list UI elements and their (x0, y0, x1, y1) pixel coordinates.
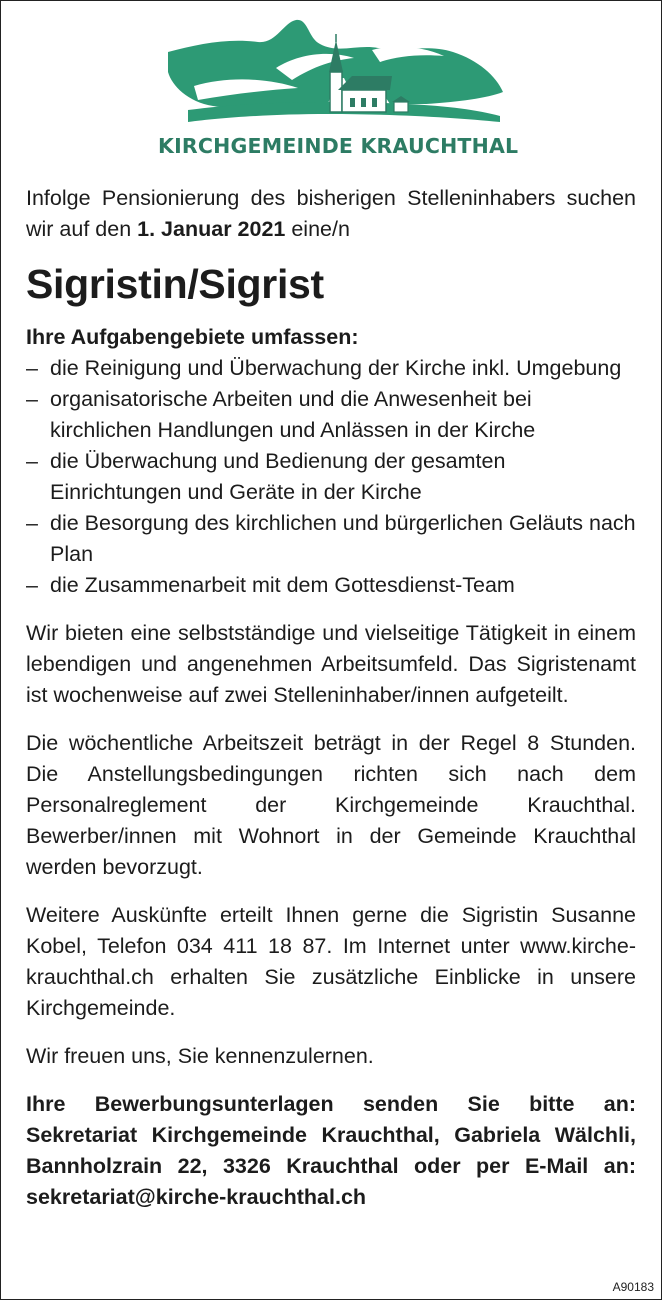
task-item: – organisatorische Arbeiten und die Anwesenheit bei kirchlichen Handlungen und Anlässen in der Kirche (26, 387, 536, 442)
intro-paragraph (26, 183, 636, 245)
job-title: Sigristin/Sigrist (26, 261, 324, 307)
intro-suffix: eine/n (285, 217, 350, 241)
ad-content (26, 183, 636, 1213)
logo-text: KIRCHGEMEINDE KRAUCHTHAL (158, 134, 519, 158)
tasks-list (26, 353, 636, 601)
info-paragraph: Weitere Auskünfte erteilt Ihnen gerne die Sigristin Susanne Kobel, Telefon 034 411 18 87. Im Internet unter www.kirche-krauchthal.ch erhalten Sie zusätzliche Einblicke in unsere Kirchgemeinde. (26, 903, 636, 1020)
intro-text: Infolge Pensionierung des bisherigen Stelleninhabers suchen wir auf den (26, 186, 636, 241)
church-landscape-icon (158, 14, 508, 132)
start-date: 1. Januar 2021 (137, 217, 286, 241)
closing-paragraph: Wir freuen uns, Sie kennenzulernen. (26, 1044, 374, 1068)
task-item: – die Reinigung und Überwachung der Kirche inkl. Umgebung (26, 356, 622, 380)
application-paragraph: Ihre Bewerbungsunterlagen senden Sie bitte an: Sekretariat Kirchgemeinde Krauchthal, Gabriela Wälchli, Bannholzrain 22, 3326 Krauchthal oder per E-Mail an: sekretariat@kirche-krauchthal.ch (26, 1092, 636, 1209)
conditions-paragraph: Die wöchentliche Arbeitszeit beträgt in der Regel 8 Stunden. Die Anstellungsbedingungen richten sich nach dem Personalreglement der Kirchgemeinde Krauchthal. Bewerber/innen mit Wohnort in der Gemeinde Krauchthal werden bevorzugt. (26, 731, 636, 879)
task-item: – die Überwachung und Bedienung der gesamten Einrichtungen und Geräte in der Kirche (26, 449, 506, 504)
reference-code: A90183 (612, 1280, 654, 1294)
tasks-heading: Ihre Aufgabengebiete umfassen: (26, 325, 359, 349)
offer-paragraph: Wir bieten eine selbstständige und vielseitige Tätigkeit in einem lebendigen und angenehmen Arbeitsumfeld. Das Sigristenamt ist wochenweise auf zwei Stelleninhaber/innen aufgeteilt. (26, 621, 636, 707)
logo (158, 14, 519, 158)
task-item: – die Zusammenarbeit mit dem Gottesdienst-Team (26, 573, 515, 597)
task-item: – die Besorgung des kirchlichen und bürgerlichen Geläuts nach Plan (26, 511, 636, 566)
